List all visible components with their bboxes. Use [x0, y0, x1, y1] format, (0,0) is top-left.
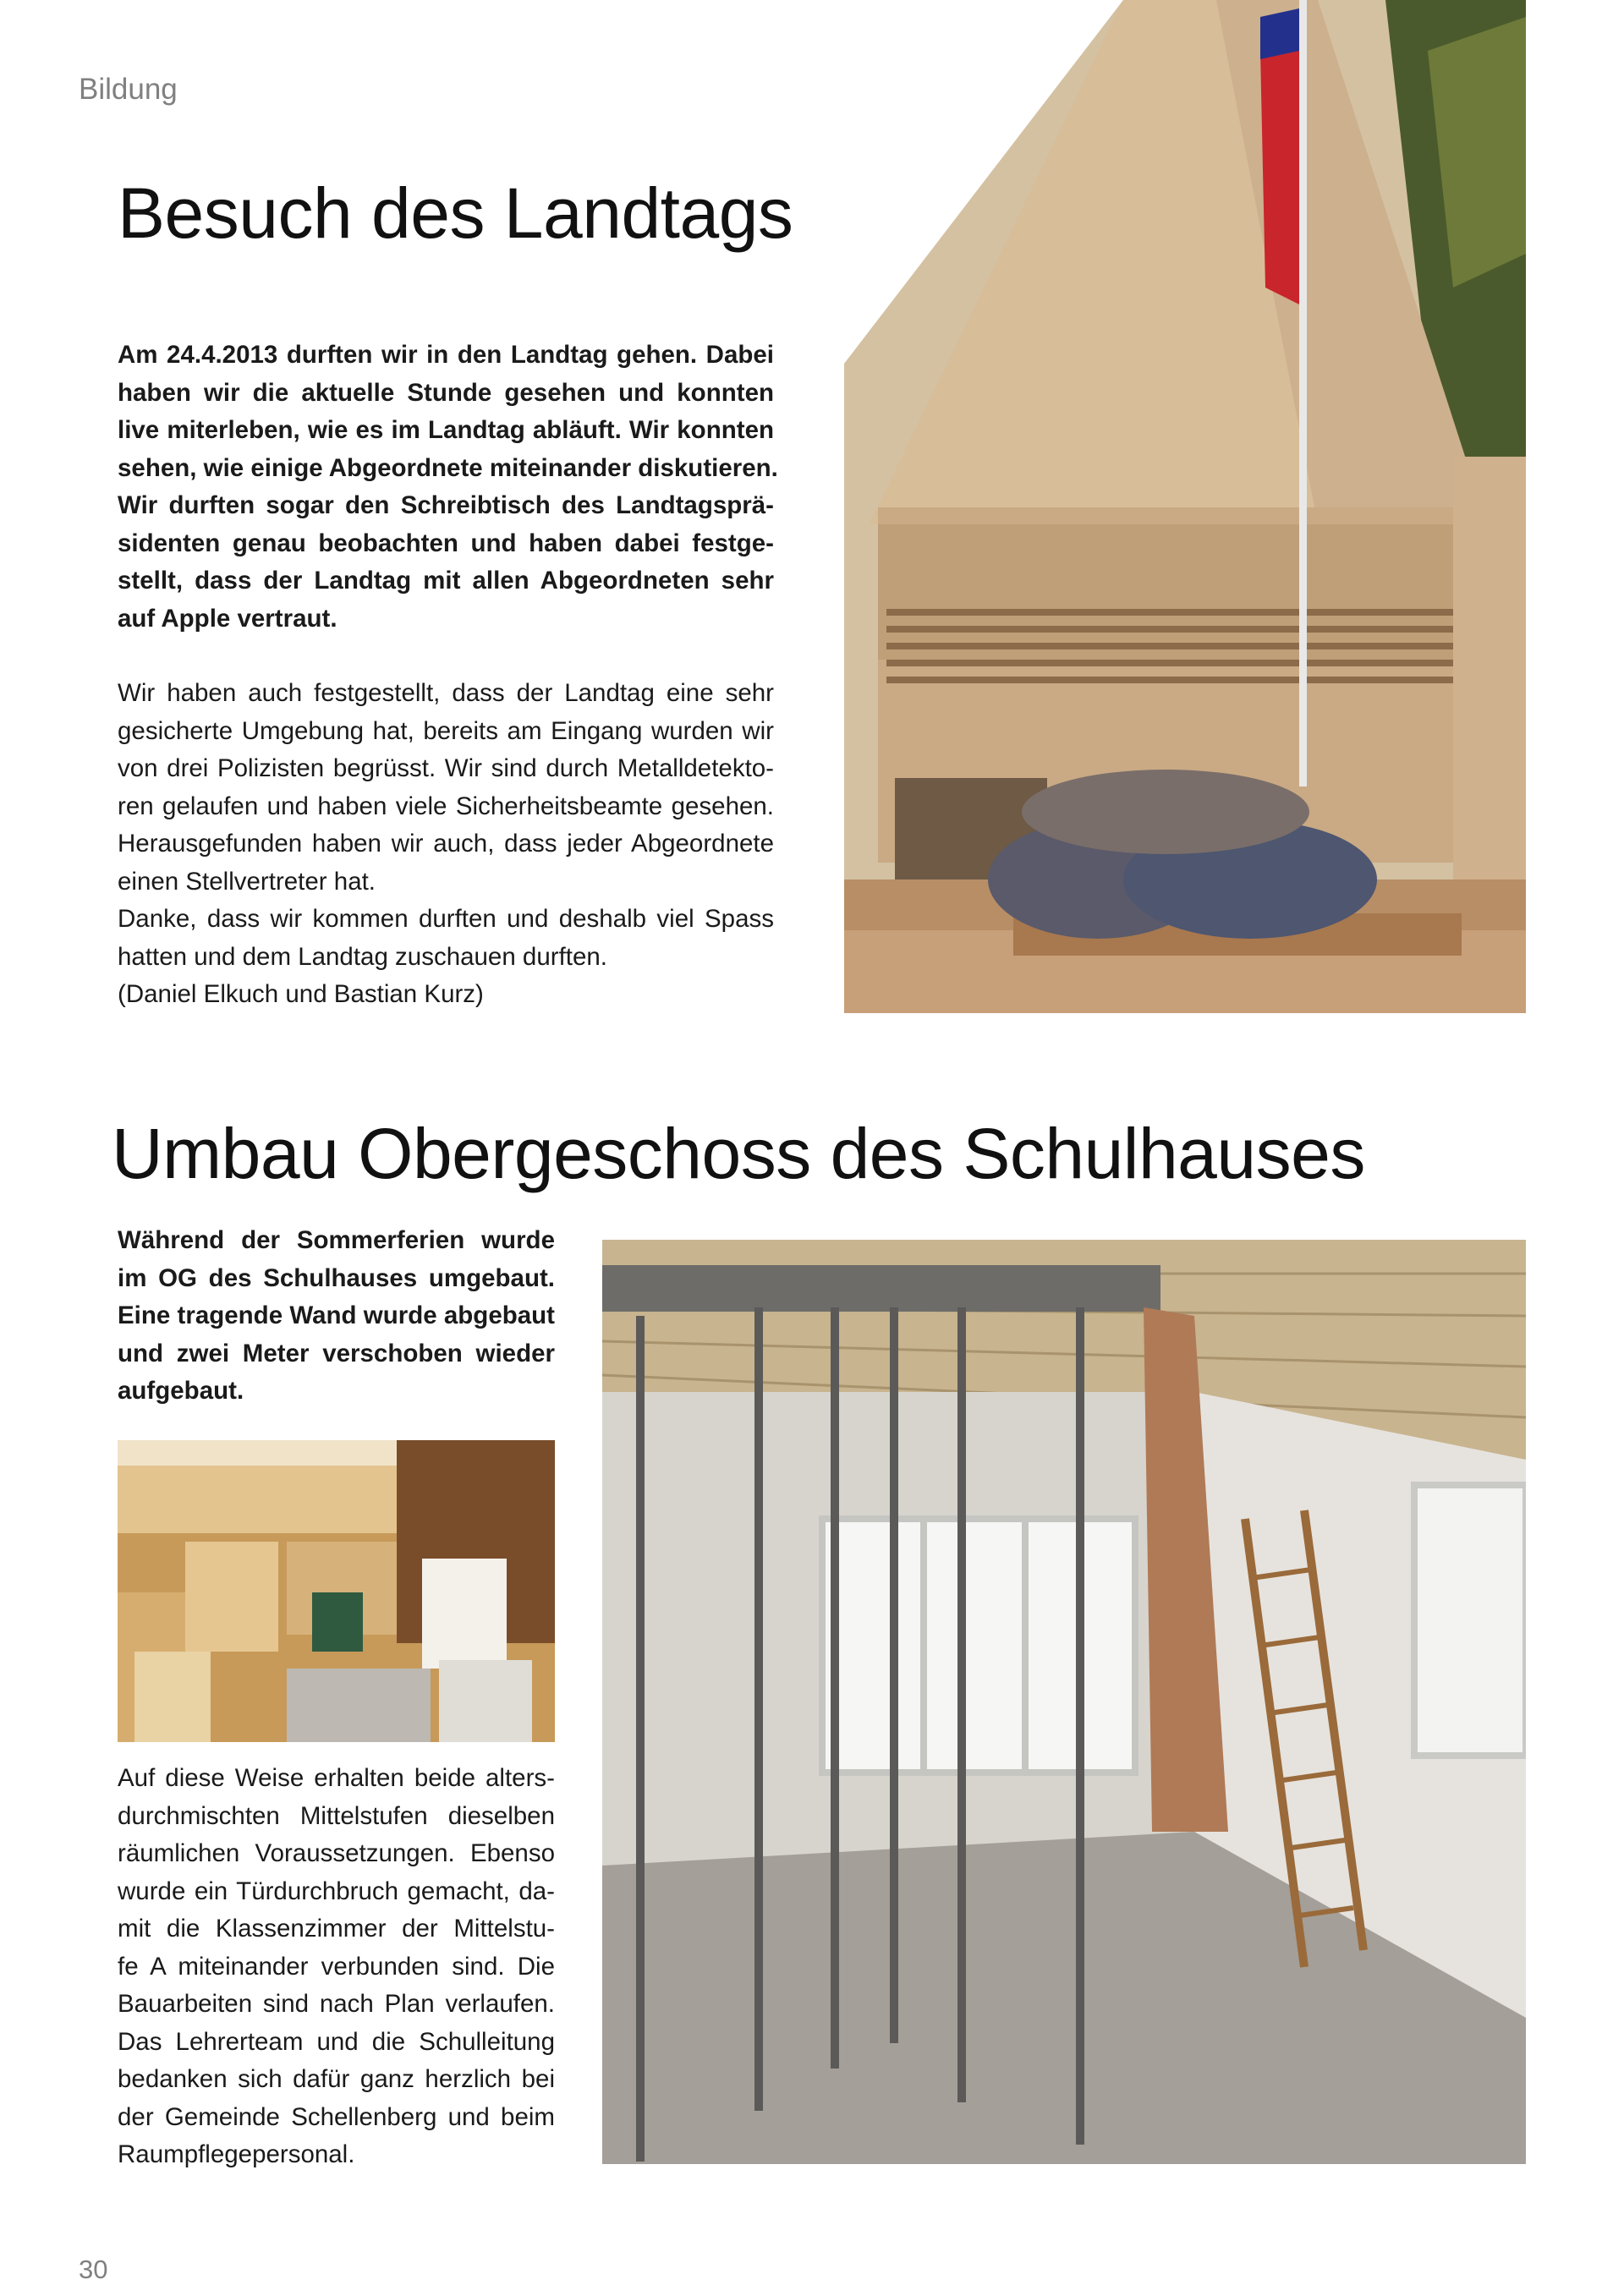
text-line: sidenten genau beobachten und haben dabei festge- — [118, 529, 774, 557]
text-line: sehen, wie einige Abgeordnete miteinander diskutieren. — [118, 453, 778, 482]
text-line: Das Lehrerteam und die Schulleitung — [118, 2027, 555, 2056]
text-line: räumlichen Voraussetzungen. Ebenso — [118, 1839, 555, 1867]
text-line: wurde ein Türdurchbruch gemacht, da- — [118, 1877, 555, 1905]
storage-room-photo — [118, 1440, 555, 1742]
body-paragraph — [118, 675, 774, 901]
text-line: Während der Sommerferien wurde — [118, 1226, 555, 1254]
text-line: mit die Klassenzimmer der Mittelstu- — [118, 1915, 555, 1943]
section-label: Bildung — [79, 73, 178, 106]
text-line: ren gelaufen und haben viele Sicherheitsbeamte gesehen. — [118, 792, 774, 820]
text-line: Wir durften sogar den Schreibtisch des Landtagsprä- — [118, 491, 774, 519]
article-title-umbau: Umbau Obergeschoss des Schulhauses — [112, 1114, 1365, 1193]
construction-classroom-photo — [602, 1240, 1526, 2164]
lead-paragraph — [118, 337, 778, 638]
text-line: (Daniel Elkuch und Bastian Kurz) — [118, 980, 484, 1008]
text-line: von drei Polizisten begrüsst. Wir sind durch Metalldetekto- — [118, 754, 774, 782]
text-line: Herausgefunden haben wir auch, dass jeder Abgeordnete — [118, 830, 774, 858]
authors — [118, 976, 774, 1014]
closing-paragraph — [118, 901, 774, 976]
article-umbau-text — [118, 1760, 555, 2174]
text-line: Eine tragende Wand wurde abgebaut — [118, 1301, 555, 1329]
text-line: der Gemeinde Schellenberg und beim — [118, 2102, 555, 2131]
text-line: Danke, dass wir kommen durften und deshalb viel Spass — [118, 905, 774, 933]
page-number: 30 — [79, 2255, 108, 2284]
body-paragraph — [118, 1760, 555, 2174]
text-line: bedanken sich dafür ganz herzlich bei — [118, 2065, 555, 2093]
text-line: einen Stellvertreter hat. — [118, 867, 376, 896]
text-line: durchmischten Mittelstufen dieselben — [118, 1801, 555, 1830]
text-line: Auf diese Weise erhalten beide alters- — [118, 1764, 555, 1792]
article-umbau-lead — [118, 1222, 555, 1411]
text-line: hatten und dem Landtag zuschauen durften. — [118, 942, 607, 971]
text-line: Wir haben auch festgestellt, dass der Landtag eine sehr — [118, 679, 774, 707]
text-line: fe A miteinander verbunden sind. Die — [118, 1952, 555, 1981]
text-line: Bauarbeiten sind nach Plan verlaufen. — [118, 1990, 555, 2018]
landtag-building-photo — [844, 0, 1526, 1013]
text-line: aufgebaut. — [118, 1377, 244, 1405]
text-line: live miterleben, wie es im Landtag abläuft. Wir konnten — [118, 416, 774, 444]
text-line: haben wir die aktuelle Stunde gesehen und konnten — [118, 378, 774, 407]
text-line: auf Apple vertraut. — [118, 604, 337, 633]
text-line: und zwei Meter verschoben wieder — [118, 1339, 555, 1367]
text-line: stellt, dass der Landtag mit allen Abgeordneten sehr — [118, 567, 774, 595]
lead-paragraph — [118, 1222, 555, 1411]
text-line: gesicherte Umgebung hat, bereits am Eingang wurden wir — [118, 716, 774, 745]
text-line: Raumpflegepersonal. — [118, 2140, 355, 2168]
text-line: im OG des Schulhauses umgebaut. — [118, 1263, 555, 1292]
text-line: Am 24.4.2013 durften wir in den Landtag gehen. Dabei — [118, 341, 774, 369]
article-landtag-text — [118, 337, 778, 1014]
article-title-landtag: Besuch des Landtags — [118, 173, 793, 253]
